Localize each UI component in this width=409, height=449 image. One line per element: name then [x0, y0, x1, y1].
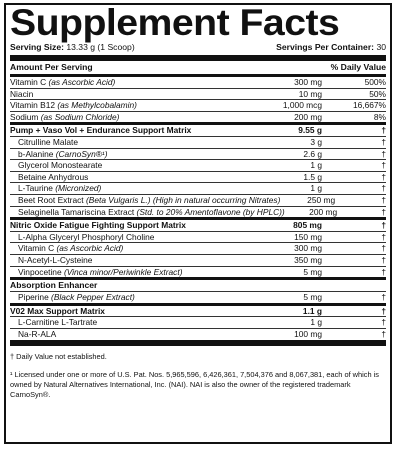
ingredient-note: (as Ascorbic Acid) [54, 243, 124, 254]
serving-size-value: 13.33 g (1 Scoop) [66, 42, 135, 52]
ingredient-note: (as Ascorbic Acid) [46, 77, 116, 87]
ingredient-row [10, 195, 386, 207]
vitamin-row [10, 77, 386, 89]
ingredient-row [10, 267, 386, 278]
ingredient-daily-value: † [381, 125, 386, 136]
ingredient-name: Vitamin C (as Ascorbic Acid) [18, 243, 124, 254]
ingredient-daily-value: † [381, 243, 386, 254]
ingredient-daily-value: † [381, 136, 386, 147]
ingredient-row [10, 149, 386, 161]
ingredient-name: L-Alpha Glyceryl Phosphoryl Choline [18, 231, 155, 242]
ingredient-amount: 1 g [310, 183, 322, 194]
ingredient-name: Vitamin B12 (as Methylcobalamin) [10, 100, 137, 111]
ingredient-row [10, 137, 386, 149]
ingredient-row [10, 160, 386, 172]
ingredient-note: (Beta Vulgaris L.) (High in natural occurring Nitrates) [83, 194, 281, 205]
amount-per-serving-label: Amount Per Serving [10, 62, 93, 72]
ingredient-daily-value: † [381, 206, 386, 217]
matrix-header-row [10, 306, 386, 318]
matrix-header-row [10, 125, 386, 137]
ingredient-amount: 10 mg [298, 88, 322, 99]
ingredient-name: Betaine Anhydrous [18, 171, 89, 182]
ingredient-name: N-Acetyl-L-Cysteine [18, 254, 93, 265]
ingredient-daily-value: 50% [369, 88, 386, 99]
ingredient-note: (CarnoSyn®¹) [53, 148, 108, 159]
ingredient-name: Vinpocetine (Vinca minor/Periwinkle Extract) [18, 266, 183, 277]
ingredient-amount: 1.1 g [302, 305, 322, 316]
vitamin-row [10, 89, 386, 101]
ingredient-amount: 9.55 g [298, 125, 322, 136]
ingredient-row [10, 243, 386, 255]
ingredient-daily-value: 16,667% [352, 100, 386, 111]
ingredient-daily-value: † [381, 292, 386, 303]
servings-per-container [276, 42, 386, 52]
ingredient-note: (Vinca minor/Periwinkle Extract) [61, 266, 183, 277]
ingredient-name: L-Taurine (Micronized) [18, 183, 102, 194]
ingredient-name: b-Alanine (CarnoSyn®¹) [18, 148, 108, 159]
ingredient-amount: 300 mg [294, 243, 322, 254]
serving-size-label: Serving Size: [10, 42, 64, 52]
ingredient-row [10, 207, 386, 218]
ingredient-name: Pump + Vaso Vol + Endurance Support Matrix [10, 125, 192, 136]
ingredient-amount: 1.5 g [303, 171, 322, 182]
ingredient-amount: 300 mg [294, 77, 322, 87]
ingredient-daily-value: † [381, 183, 386, 194]
ingredient-name: V02 Max Support Matrix [10, 305, 105, 316]
ingredient-row [10, 172, 386, 184]
ingredient-name: Glycerol Monostearate [18, 160, 103, 171]
matrix-header-row [10, 220, 386, 232]
footnote-dv: † Daily Value not established. [10, 352, 107, 362]
ingredient-name: Beet Root Extract (Beta Vulgaris L.) (High in natural occurring Nitrates) [18, 194, 281, 205]
amount-header [10, 61, 386, 74]
footnote-license: ¹ Licensed under one or more of U.S. Pat. Nos. 5,965,596, 6,426,361, 7,504,376 and 8,067,381, each of which is owned by Natural Alternatives International, Inc. (NAI). NAI is also the owner of the registered trademark CarnoSyn®. [10, 370, 379, 400]
ingredient-note: (as Methylcobalamin) [55, 100, 137, 111]
ingredient-daily-value: 500% [364, 77, 386, 87]
serving-info [10, 42, 386, 52]
thick-rule [10, 340, 386, 346]
ingredient-daily-value: † [381, 254, 386, 265]
ingredient-amount: 5 mg [303, 292, 322, 303]
ingredient-name: Selaginella Tamariscina Extract (Std. to 20% Amentoflavone (by HPLC)) [18, 206, 285, 217]
ingredient-amount: 5 mg [303, 266, 322, 277]
servings-label: Servings Per Container: [276, 42, 375, 52]
ingredient-name: Niacin [10, 88, 34, 99]
ingredient-daily-value: † [381, 160, 386, 171]
ingredient-daily-value: † [381, 194, 386, 205]
ingredient-name: Citrulline Malate [18, 136, 79, 147]
ingredient-name: Sodium (as Sodium Chloride) [10, 111, 120, 122]
nitric-matrix [10, 220, 386, 277]
ingredient-daily-value: † [381, 266, 386, 277]
absorption-header: Absorption Enhancer [10, 280, 386, 292]
ingredient-daily-value: † [381, 220, 386, 231]
ingredient-row [10, 183, 386, 195]
vitamin-row [10, 100, 386, 112]
ingredient-name: L-Carnitine L-Tartrate [18, 317, 98, 328]
ingredient-note: (Black Pepper Extract) [48, 292, 135, 303]
serving-size [10, 42, 135, 52]
ingredient-name: Piperine (Black Pepper Extract) [18, 292, 135, 303]
daily-value-label: % Daily Value [330, 62, 386, 72]
ingredient-amount: 1 g [310, 160, 322, 171]
ingredient-note: (Micronized) [52, 183, 102, 194]
ingredient-daily-value: † [381, 171, 386, 182]
ingredient-name: Na-R-ALA [18, 328, 57, 339]
ingredient-row [10, 329, 386, 340]
ingredient-row [10, 255, 386, 267]
ingredient-daily-value: 8% [373, 111, 386, 122]
supplement-facts-panel [4, 3, 392, 444]
ingredient-name: Nitric Oxide Fatigue Fighting Support Matrix [10, 220, 186, 231]
ingredient-row [10, 317, 386, 329]
ingredient-row [10, 292, 386, 303]
vitamin-row [10, 112, 386, 123]
ingredient-daily-value: † [381, 231, 386, 242]
ingredient-note: (Std. to 20% Amentoflavone (by HPLC)) [134, 206, 285, 217]
pump-matrix [10, 125, 386, 217]
ingredient-amount: 805 mg [293, 220, 322, 231]
ingredient-amount: 150 mg [294, 231, 322, 242]
footnotes [10, 352, 386, 400]
ingredient-amount: 250 mg [307, 194, 336, 205]
ingredient-daily-value: † [381, 148, 386, 159]
ingredient-daily-value: † [381, 305, 386, 316]
ingredient-amount: 350 mg [294, 254, 322, 265]
ingredient-note: (as Sodium Chloride) [38, 111, 120, 122]
vo2-matrix [10, 306, 386, 340]
ingredient-amount: 2.6 g [303, 148, 322, 159]
ingredient-amount: 200 mg [309, 206, 338, 217]
ingredient-amount: 200 mg [294, 111, 322, 122]
ingredient-name: Vitamin C (as Ascorbic Acid) [10, 77, 116, 87]
ingredient-amount: 1 g [310, 317, 322, 328]
ingredient-amount: 100 mg [294, 328, 322, 339]
vitamins-list [10, 77, 386, 122]
servings-value: 30 [376, 42, 386, 52]
ingredient-daily-value: † [381, 328, 386, 339]
ingredient-daily-value: † [381, 317, 386, 328]
panel-title: Supplement Facts [10, 2, 340, 43]
ingredient-amount: 3 g [310, 136, 322, 147]
ingredient-amount: 1,000 mcg [282, 100, 322, 111]
ingredient-row [10, 232, 386, 244]
absorption-list [10, 292, 386, 303]
